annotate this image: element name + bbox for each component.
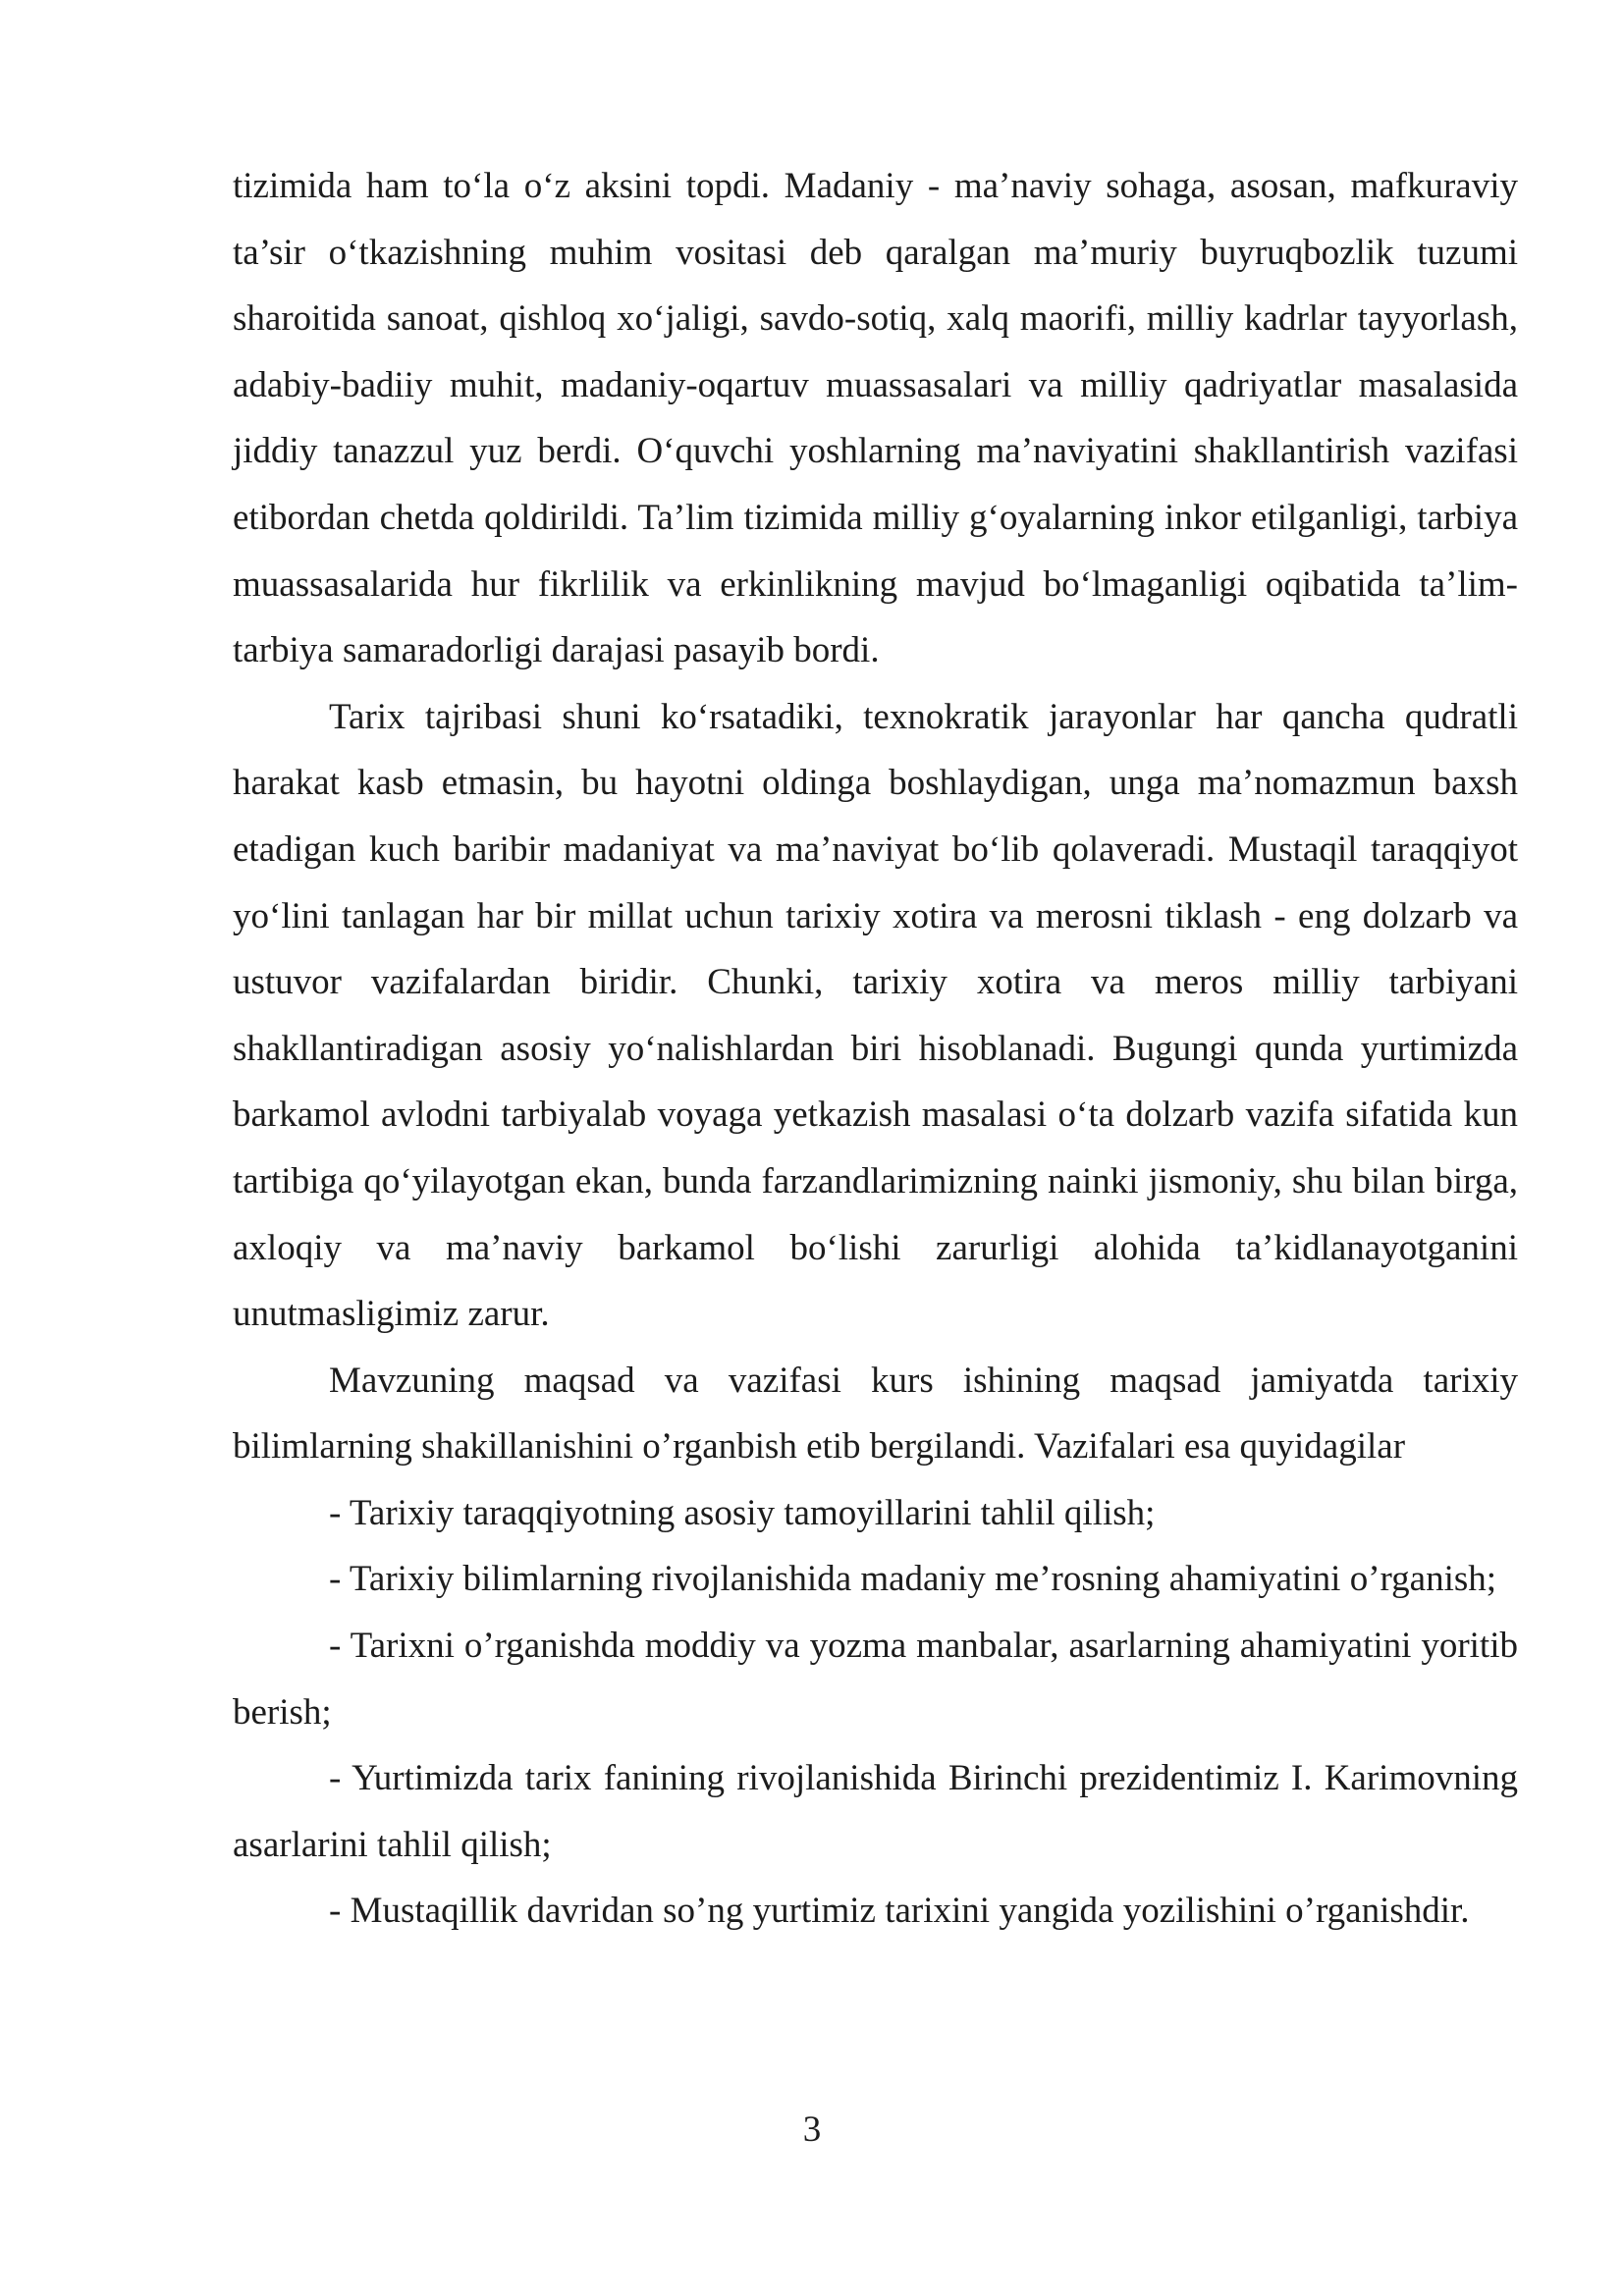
page-body (233, 153, 1518, 1945)
task-item-4: - Yurtimizda tarix fanining rivojlanishida Birinchi prezidentimiz I. Karimovning asarlarini tahlil qilish; (233, 1758, 1518, 1865)
paragraph-goal-and-tasks: Mavzuning maqsad va vazifasi kurs ishining maqsad jamiyatda tarixiy bilimlarning shakillanishini o’rganbish etib bergilandi. Vazifalari esa quyidagilar (233, 1360, 1518, 1468)
paragraph-history-experience: Tarix tajribasi shuni ko‘rsatadiki, texnokratik jarayonlar har qancha qudratli harakat kasb etmasin, bu hayotni oldinga boshlaydigan, unga ma’nomazmun baxsh etadigan kuch baribir madaniyat va ma’naviyat bo‘lib qolaveradi. Mustaqil taraqqiyot yo‘lini tanlagan har bir millat uchun tarixiy xotira va merosni tiklash - eng dolzarb va ustuvor vazifalardan biridir. Chunki, tarixiy xotira va meros milliy tarbiyani shakllantiradigan asosiy yo‘nalishlardan biri hisoblanadi. Bugungi qunda yurtimizda barkamol avlodni tarbiyalab voyaga yetkazish masalasi o‘ta dolzarb vazifa sifatida kun tartibiga qo‘yilayotgan ekan, bunda farzandlarimizning nainki jismoniy, shu bilan birga, axloqiy va ma’naviy barkamol bo‘lishi zarurligi alohida ta’kidlanayotganini unutmasligimiz zarur. (233, 696, 1518, 1335)
task-item-2: - Tarixiy bilimlarning rivojlanishida madaniy me’rosning ahamiyatini o’rganish; (329, 1559, 1497, 1600)
paragraph-continuation: tizimida ham to‘la o‘z aksini topdi. Madaniy - ma’naviy sohaga, asosan, mafkuraviy ta’sir o‘tkazishning muhim vositasi deb qaralgan ma’muriy buyruqbozlik tuzumi sharoitida sanoat, qishloq xo‘jaligi, savdo-sotiq, xalq maorifi, milliy kadrlar tayyorlash, adabiy-badiiy muhit, madaniy-oqartuv muassasalari va milliy qadriyatlar masalasida jiddiy tanazzul yuz berdi. O‘quvchi yoshlarning ma’naviyatini shakllantirish vazifasi etibordan chetda qoldirildi. Ta’lim tizimida milliy g‘oyalarning inkor etilganligi, tarbiya muassasalarida hur fikrlilik va erkinlikning mavjud bo‘lmaganligi oqibatida ta’lim-tarbiya samaradorligi darajasi pasayib bordi. (233, 166, 1518, 671)
page-number: 3 (802, 2109, 822, 2150)
task-item-5: - Mustaqillik davridan so’ng yurtimiz tarixini yangida yozilishini o’rganishdir. (329, 1891, 1470, 1932)
task-item-1: - Tarixiy taraqqiyotning asosiy tamoyillarini tahlil qilish; (329, 1492, 1156, 1533)
task-item-3: - Tarixni o’rganishda moddiy va yozma manbalar, asarlarning ahamiyatini yoritib berish; (233, 1626, 1518, 1733)
